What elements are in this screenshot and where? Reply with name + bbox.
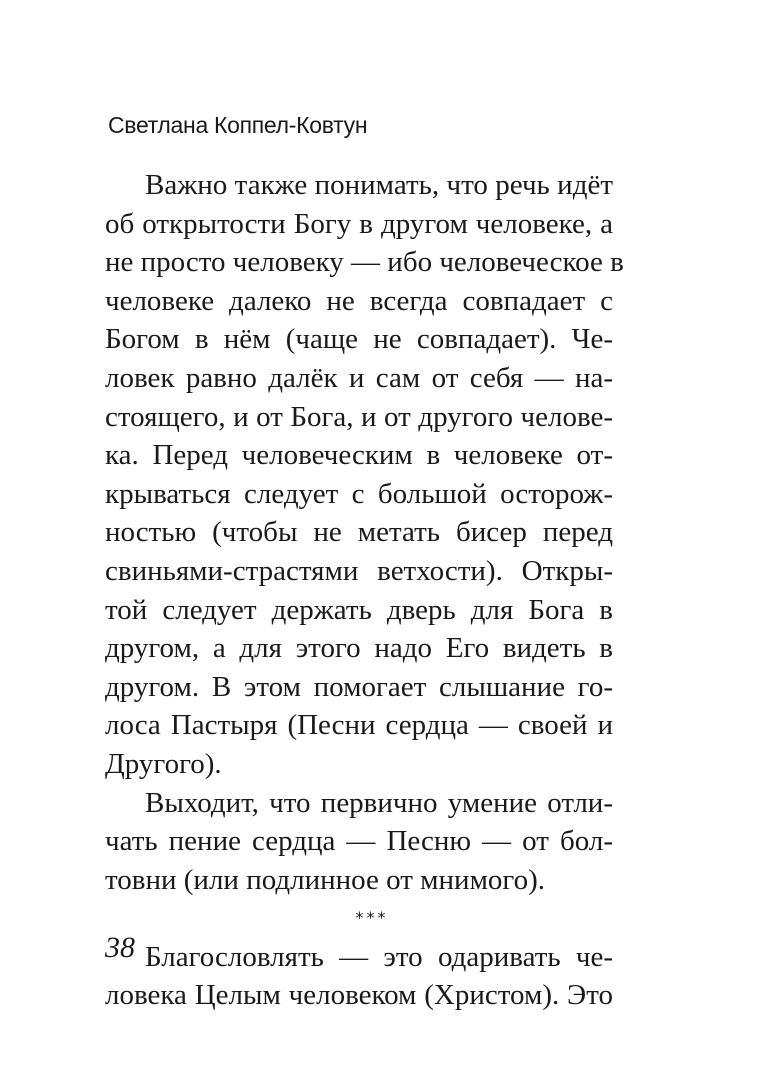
text-line: ка. Перед человеческим в человеке от- (105, 439, 613, 472)
text-line: лоса Пастыря (Песни сердца — своей и (105, 709, 613, 742)
paragraph (105, 166, 624, 784)
text-line: Богом в нём (чаще не совпадает). Че- (105, 323, 613, 356)
text-line: не просто человеку — ибо человеческое в (105, 246, 624, 279)
text-line: товни (или подлинное от мнимого). (105, 863, 545, 896)
text-line: чать пение сердца — Песню — от бол- (105, 825, 613, 858)
running-header-author: Светлана Коппел-Ковтун (108, 112, 368, 138)
text-line: Благословлять — это одаривать че- (145, 940, 613, 973)
text-line: об открытости Богу в другом человеке, а (105, 207, 613, 240)
section-divider: *** (355, 908, 389, 928)
page-number: 38 (105, 931, 135, 964)
text-line: другом. В этом помогает слышание го- (105, 670, 613, 703)
text-line: той следует держать дверь для Бога в (105, 593, 613, 626)
paragraph (105, 784, 613, 900)
text-line: Другого). (105, 747, 222, 780)
text-line: ностью (чтобы не метать бисер перед (105, 516, 613, 549)
paragraph (105, 938, 613, 1015)
body-text (105, 166, 624, 1015)
text-line: человеке далеко не всегда совпадает с (105, 284, 613, 317)
text-line: Выходит, что первично умение отли- (145, 786, 613, 819)
text-line: другом, а для этого надо Его видеть в (105, 632, 613, 665)
text-line: Важно также понимать, что речь идёт (145, 169, 613, 201)
text-line: свиньями-страстями ветхости). Откры- (105, 554, 613, 587)
text-line: стоящего, и от Бога, и от другого челове- (105, 400, 613, 433)
text-line: ловек равно далёк и сам от себя — на- (105, 361, 613, 394)
text-line: ловека Целым человеком (Христом). Это (105, 979, 613, 1012)
text-line: крываться следует с большой осторож- (105, 477, 613, 510)
